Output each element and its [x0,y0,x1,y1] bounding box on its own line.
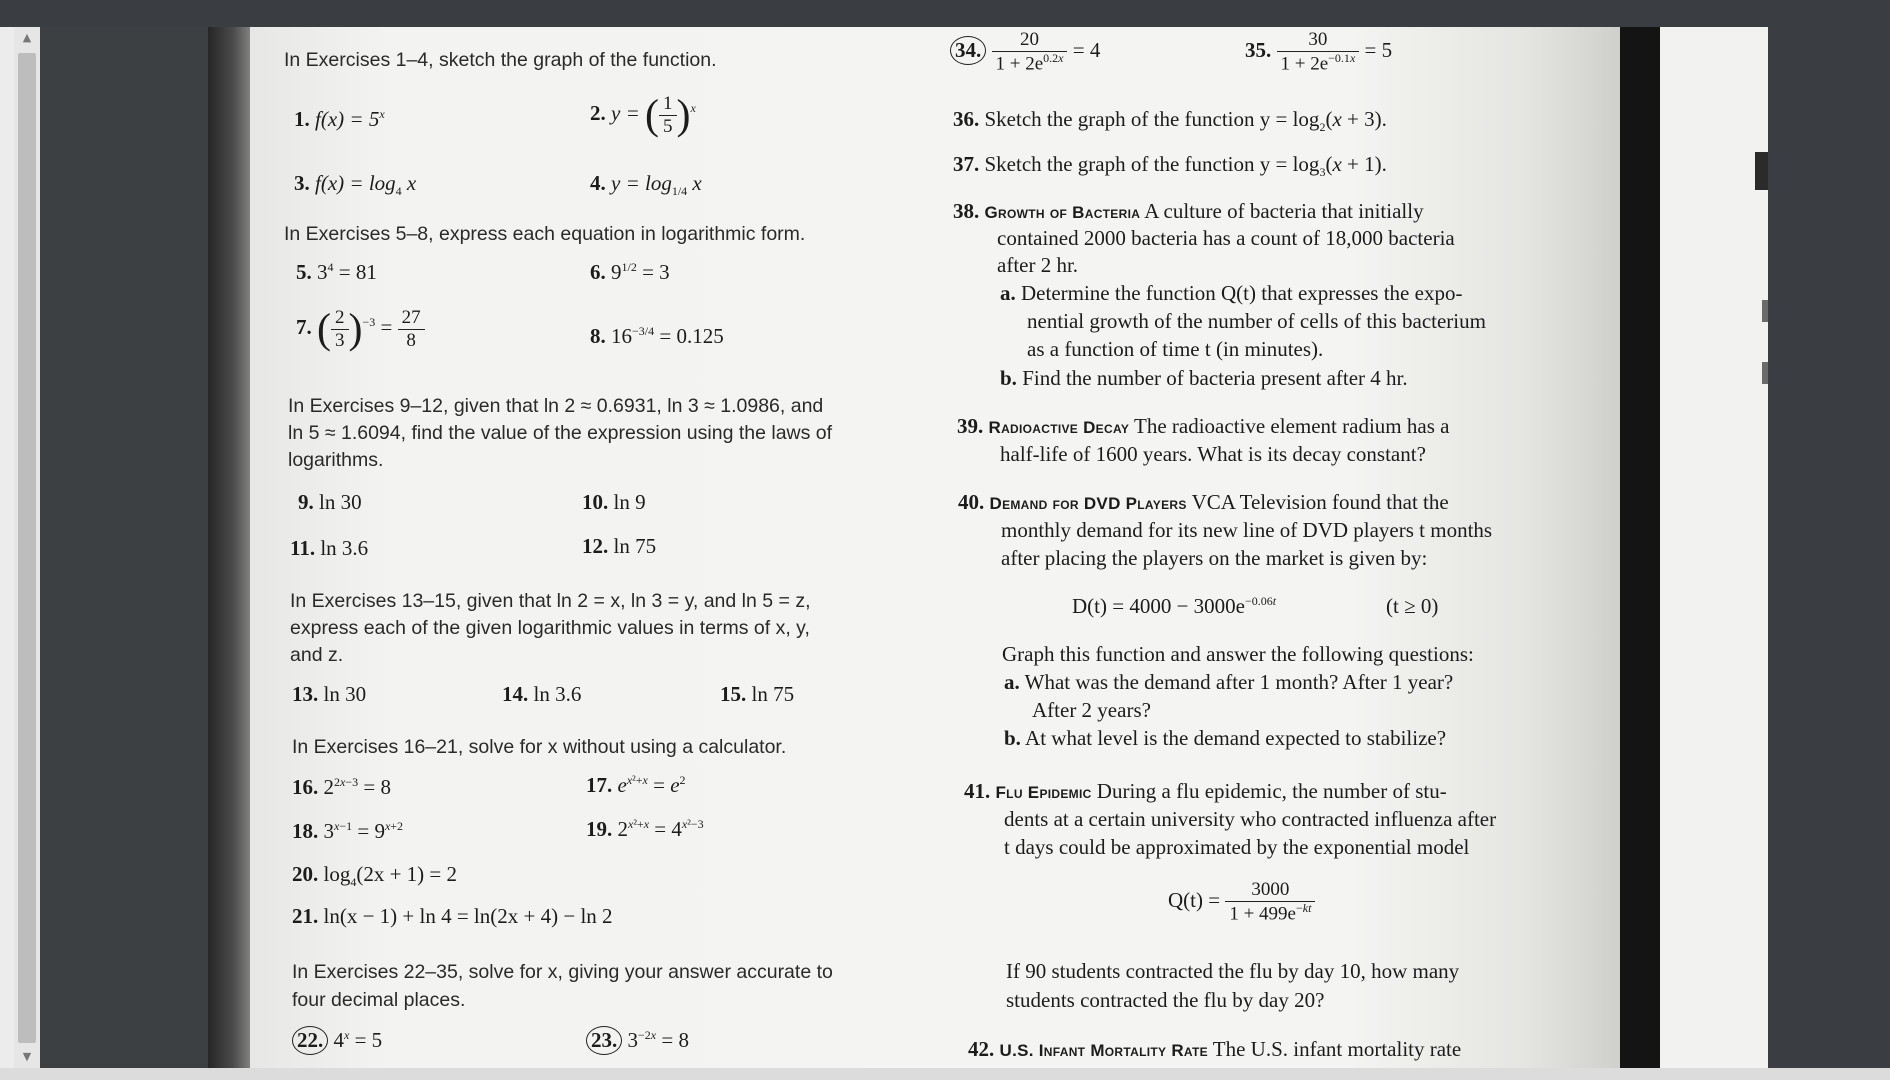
scroll-up-icon[interactable]: ▲ [22,31,32,44]
exercise-38a-line2: nential growth of the number of cells of this bacterium [1027,309,1486,333]
exercise-12: 12. ln 75 [582,534,657,558]
exercise-21: 21. ln(x − 1) + ln 4 = ln(2x + 4) − ln 2 [292,904,613,928]
instructions-9-12-line1: In Exercises 9–12, given that ln 2 ≈ 0.6931, ln 3 ≈ 1.0986, and [288,395,824,417]
vertical-scrollbar[interactable] [14,27,40,1068]
exercise-40-equation: $D(t) = 4000 - 3000e^{-0.06t}$ [1072,594,1277,618]
exercise-9: 9. ln 30 [298,490,362,514]
instructions-22-35-line2: four decimal places. [292,989,466,1011]
exercise-1: 1. $f(x) = 5^x$ [294,107,385,131]
exercise-16: 16. $2^{2x-3} = 8$ [292,775,391,799]
scroll-down-icon[interactable]: ▼ [22,1050,32,1063]
exercise-41-model: Q(t) = $\frac{3000}{1 + 499e^{-kt}}$ [1168,879,1315,925]
instructions-13-15-line2: express each of the given logarithmic values in terms of x, y, [290,617,810,639]
exercise-40a-line1: a. What was the demand after 1 month? After 1 year? [1004,670,1454,694]
exercise-14: 14. ln 3.6 [502,682,582,706]
viewer-background-right [1768,27,1890,1068]
exercise-40b: b. At what level is the demand expected to stabilize? [1004,726,1447,750]
exercise-38-line1: 38. Growth of Bacteria A culture of bacteria that initially [953,199,1424,223]
exercise-38a-line1: a. Determine the function Q(t) that expresses the expo- [1000,281,1463,305]
exercise-22: 22. 4$^x$ = 5 [292,1026,382,1055]
exercise-42-line1: 42. U.S. Infant Mortality Rate The U.S. infant mortality rate [968,1037,1462,1061]
instructions-22-35-line1: In Exercises 22–35, solve for x, giving your answer accurate to [292,961,833,983]
exercise-13: 13. ln 30 [292,682,367,706]
exercise-36: 36. Sketch the graph of the function $y = \log_2(x + 3)$. [953,107,1387,135]
exercise-41-line5: students contracted the flu by day 20? [1006,988,1325,1012]
textbook-page [250,27,1620,1068]
exercise-8: 8. $16^{-3/4} = 0.125$ [590,324,724,348]
book-spine [208,27,254,1068]
exercise-34: 34. $\frac{20}{1 + 2e^{0.2x}}$ = 4 [950,29,1100,75]
exercise-17: 17. $e^{x^2+x} = e^2$ [586,773,686,797]
instructions-5-8: In Exercises 5–8, express each equation in logarithmic form. [284,223,806,245]
exercise-35: 35. $\frac{30}{1 + 2e^{-0.1x}}$ = 5 [1245,29,1393,75]
next-page-edge [1660,27,1768,1068]
exercise-38-line2: contained 2000 bacteria has a count of 18,000 bacteria [997,226,1455,250]
top-bar [0,0,1890,27]
exercise-2: 2. y = ( $\frac{1}{5}$ )$^x$ [590,92,696,139]
exercise-6: 6. $9^{1/2} = 3$ [590,260,670,284]
instructions-9-12-line2: ln 5 ≈ 1.6094, find the value of the expression using the laws of [288,422,833,444]
scroll-thumb[interactable] [18,53,36,1043]
exercise-38b: b. Find the number of bacteria present after 4 hr. [1000,366,1408,390]
exercise-40a-line2: After 2 years? [1032,698,1151,722]
exercise-41-line2: dents at a certain university who contracted influenza after [1004,807,1497,831]
exercise-23: 23. $3^{-2x} = 8$ [586,1026,689,1055]
instructions-16-21: In Exercises 16–21, solve for x without using a calculator. [292,736,787,758]
exercise-40-condition: (t ≥ 0) [1386,594,1439,618]
exercise-15: 15. ln 75 [720,682,795,706]
exercise-38a-line3: as a function of time t (in minutes). [1027,337,1324,361]
exercise-20: 20. $\log_4(2x + 1) = 2$ [292,862,458,890]
exercise-40-line3: after placing the players on the market is given by: [1001,546,1428,570]
exercise-41-line4: If 90 students contracted the flu by day 10, how many [1006,959,1460,983]
exercise-11: 11. ln 3.6 [290,536,369,560]
exercise-19: 19. $2^{x^2+x} = 4^{x^2-3}$ [586,817,704,841]
exercise-40-line2: monthly demand for its new line of DVD players t months [1001,518,1493,542]
exercise-5: 5. $3^4 = 81$ [296,260,377,284]
viewer-background-left [40,27,210,1068]
exercise-41-line1: 41. Flu Epidemic During a flu epidemic, the number of stu- [964,779,1447,803]
instructions-13-15-line1: In Exercises 13–15, given that ln 2 = x, ln 3 = y, and ln 5 = z, [290,590,811,612]
instructions-13-15-line3: and z. [290,644,344,666]
exercise-10: 10. ln 9 [582,490,646,514]
next-page-mark [1755,152,1768,190]
exercise-7: 7. ( $\frac{2}{3}$ )$^{-3}$ = $\frac{27}{8}$ [296,307,425,352]
exercise-3: 3. $f(x) = \log_4 x$ [294,171,417,199]
instructions-1-4: In Exercises 1–4, sketch the graph of the function. [284,49,717,71]
exercise-41-line3: t days could be approximated by the exponential model [1004,835,1470,859]
exercise-40-line4: Graph this function and answer the following questions: [1002,642,1474,666]
exercise-39-line1: 39. Radioactive Decay The radioactive element radium has a [957,414,1450,438]
exercise-40-line1: 40. Demand for DVD Players VCA Television found that the [958,490,1449,514]
bottom-bar [0,1068,1890,1080]
exercise-4: 4. $y = \log_{1/4} x$ [590,171,702,199]
exercise-38-line3: after 2 hr. [997,253,1079,277]
exercise-18: 18. $3^{x-1} = 9^{x+2}$ [292,819,404,843]
exercise-37: 37. Sketch the graph of the function $y = \log_3(x + 1)$. [953,152,1387,180]
page-edge-shadow [1620,27,1660,1068]
instructions-9-12-line3: logarithms. [288,449,384,471]
exercise-39-line2: half-life of 1600 years. What is its decay constant? [1000,442,1426,466]
